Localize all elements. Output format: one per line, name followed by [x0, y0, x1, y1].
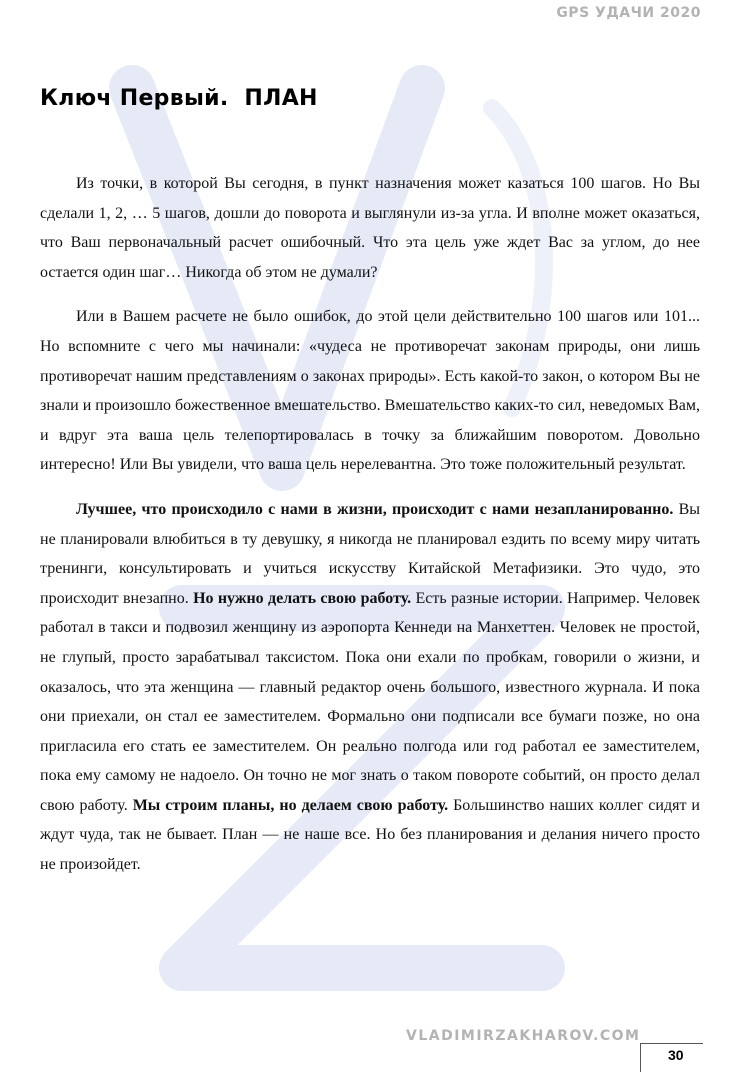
text-run: Вы не планировали влюбиться в ту девушку, я никогда не планировал ездить по всему миру читать тренинги, консультировать и учиться искусству Китайской Метафизики. Это чудо, это происходит внезапно.	[40, 500, 700, 607]
bold-text-run: Лучшее, что происходило с нами в жизни, происходит с нами незапланированно.	[76, 500, 674, 518]
text-run: Или в Вашем расчете не было ошибок, до этой цели действительно 100 шагов или 101... Но вспомните с чего мы начинали: «чудеса не противоречат законам природы, они лишь противоречат нашим представлениям о законах природы». Есть какой-то закон, о котором Вы не знали и произошло божественное вмешательство. Вмешательство каких-то сил, неведомых Вам, и вдруг эта ваша цель телепортировалась в точку за ближайшим поворотом. Довольно интересно! Или Вы увидели, что ваша цель нерелевантна. Это тоже положительный результат.	[40, 308, 700, 474]
body-paragraph	[40, 495, 700, 880]
body-paragraph	[40, 169, 700, 287]
running-header: GPS УДАЧИ 2020	[556, 5, 701, 21]
page-number: 30	[668, 1047, 684, 1063]
bold-text-run: Мы строим планы, но делаем свою работу.	[132, 796, 449, 814]
text-run: Из точки, в которой Вы сегодня, в пункт назначения может казаться 100 шагов. Но Вы сделали 1, 2, … 5 шагов, дошли до поворота и выглянули из-за угла. И вполне может оказаться, что Ваш первоначальный расчет ошибочный. Что эта цель уже ждет Вас за углом, до нее остается один шаг… Никогда об этом не думали?	[40, 175, 700, 281]
text-run: Большинство наших коллег сидят и ждут чуда, так не бывает. План — не наше все. Но без планирования и делания ничего просто не произойдет.	[40, 796, 700, 874]
footer-website: VLADIMIRZAKHAROV.COM	[406, 1028, 641, 1044]
body-text	[40, 169, 700, 880]
bold-text-run: Но нужно делать свою работу.	[193, 589, 412, 607]
text-run: Есть разные истории. Например. Человек работал в такси и подвозил женщину из аэропорта Кеннеди на Манхеттен. Человек не простой, не глупый, просто зарабатывал таксистом. Пока они ехали по пробкам, говорили о жизни, и оказалось, что эта женщина — главный редактор очень большого, известного журнала. И пока они приехали, он стал ее заместителем. Формально они подписали все бумаги позже, но она пригласила его стать ее заместителем. Он реально полгода или год работал ее заместителем, пока ему самому не надоело. Он точно не мог знать о таком повороте событий, он просто делал свою работу.	[40, 589, 701, 814]
chapter-title: Ключ Первый. ПЛАН	[40, 86, 318, 111]
body-paragraph	[40, 302, 700, 480]
